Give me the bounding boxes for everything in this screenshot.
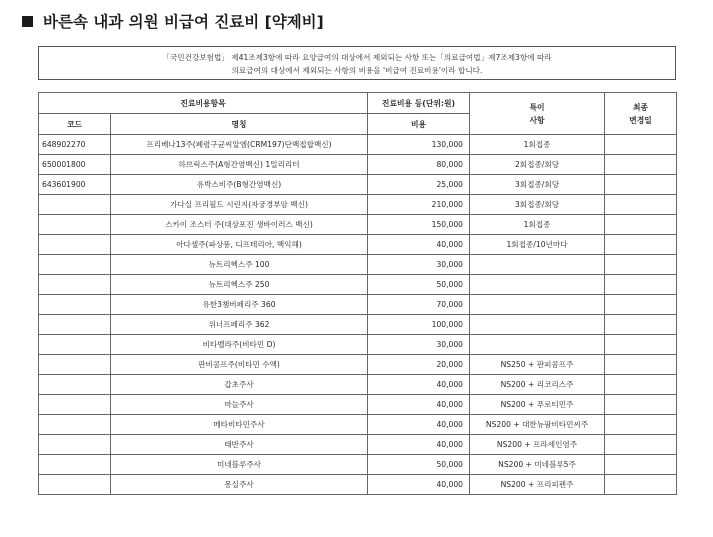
cell-cost: 210,000 bbox=[368, 195, 470, 215]
cell-cost: 40,000 bbox=[368, 475, 470, 495]
header-cost-group: 진료비용 등(단위:원) bbox=[368, 93, 470, 114]
cell-last-changed bbox=[605, 175, 677, 195]
cell-name: 뉴트리헥스주 100 bbox=[111, 255, 368, 275]
cell-special-note: 3회접종/회당 bbox=[470, 195, 605, 215]
cell-cost: 40,000 bbox=[368, 415, 470, 435]
cell-last-changed bbox=[605, 255, 677, 275]
table-row bbox=[39, 275, 677, 295]
cell-last-changed bbox=[605, 195, 677, 215]
cell-name: 뉴트리헥스주 250 bbox=[111, 275, 368, 295]
page-title bbox=[22, 10, 324, 32]
cell-code bbox=[39, 295, 111, 315]
page-title-text: 바른속 내과 의원 비급여 진료비 [약제비] bbox=[43, 13, 324, 31]
cell-cost: 40,000 bbox=[368, 375, 470, 395]
cell-special-note: 1회접종 bbox=[470, 215, 605, 235]
cell-special-note: 3회접종/회당 bbox=[470, 175, 605, 195]
table-row bbox=[39, 135, 677, 155]
cell-special-note: NS200 + 푸로티민주 bbox=[470, 395, 605, 415]
cell-code bbox=[39, 215, 111, 235]
cell-last-changed bbox=[605, 435, 677, 455]
cell-last-changed bbox=[605, 395, 677, 415]
cell-last-changed bbox=[605, 335, 677, 355]
cell-code bbox=[39, 355, 111, 375]
header-code: 코드 bbox=[39, 114, 111, 135]
table-row bbox=[39, 155, 677, 175]
cell-cost: 80,000 bbox=[368, 155, 470, 175]
header-item-group: 진료비용항목 bbox=[39, 93, 368, 114]
header-special-notes: 특이 사항 bbox=[470, 93, 605, 135]
cell-code bbox=[39, 315, 111, 335]
fee-table-body bbox=[39, 135, 677, 495]
cell-cost: 100,000 bbox=[368, 315, 470, 335]
cell-last-changed bbox=[605, 215, 677, 235]
cell-name: 비타벨라주(비타민 D) bbox=[111, 335, 368, 355]
cell-name: 마늘주사 bbox=[111, 395, 368, 415]
cell-code: 650001800 bbox=[39, 155, 111, 175]
cell-name: 태반주사 bbox=[111, 435, 368, 455]
cell-special-note: NS200 + 대한뉴팜비타민씨주 bbox=[470, 415, 605, 435]
table-row bbox=[39, 175, 677, 195]
cell-last-changed bbox=[605, 375, 677, 395]
cell-cost: 150,000 bbox=[368, 215, 470, 235]
cell-code bbox=[39, 235, 111, 255]
cell-code bbox=[39, 195, 111, 215]
notice-line-2: 의료급여의 대상에서 제외되는 사항의 비용을 '비급여 진료비용'이라 합니다. bbox=[231, 66, 483, 75]
cell-special-note bbox=[470, 275, 605, 295]
cell-name: 유박스비주(B형간염백신) bbox=[111, 175, 368, 195]
cell-name: 위너프페리주 362 bbox=[111, 315, 368, 335]
cell-special-note: 2회접종/회당 bbox=[470, 155, 605, 175]
cell-name: 가다실 프리필드 시린지(자궁경부암 백신) bbox=[111, 195, 368, 215]
cell-special-note bbox=[470, 255, 605, 275]
cell-name: 하브릭스주(A형간염백신) 1밀리리터 bbox=[111, 155, 368, 175]
cell-name: 미네블루주사 bbox=[111, 455, 368, 475]
cell-name: 프리베나13주(폐렴구균씨알엠(CRM197)단백접합백신) bbox=[111, 135, 368, 155]
header-last-changed: 최종 변경일 bbox=[605, 93, 677, 135]
table-row bbox=[39, 195, 677, 215]
cell-cost: 40,000 bbox=[368, 435, 470, 455]
cell-cost: 50,000 bbox=[368, 275, 470, 295]
table-row bbox=[39, 315, 677, 335]
table-row bbox=[39, 475, 677, 495]
cell-last-changed bbox=[605, 135, 677, 155]
cell-name: 메타비타민주사 bbox=[111, 415, 368, 435]
cell-cost: 130,000 bbox=[368, 135, 470, 155]
cell-last-changed bbox=[605, 315, 677, 335]
cell-cost: 30,000 bbox=[368, 255, 470, 275]
table-row bbox=[39, 295, 677, 315]
cell-last-changed bbox=[605, 155, 677, 175]
table-row bbox=[39, 435, 677, 455]
cell-code bbox=[39, 255, 111, 275]
cell-cost: 20,000 bbox=[368, 355, 470, 375]
cell-cost: 25,000 bbox=[368, 175, 470, 195]
table-row bbox=[39, 335, 677, 355]
notice-line-1: 「국민건강보험법」 제41조제3항에 따라 요양급여의 대상에서 제외되는 사항 또는「의료급여법」제7조제3항에 따라 bbox=[162, 53, 552, 62]
cell-code bbox=[39, 415, 111, 435]
cell-code bbox=[39, 455, 111, 475]
cell-code: 643601900 bbox=[39, 175, 111, 195]
cell-cost: 50,000 bbox=[368, 455, 470, 475]
square-bullet-icon bbox=[22, 16, 33, 27]
cell-cost: 70,000 bbox=[368, 295, 470, 315]
cell-name: 몽실주사 bbox=[111, 475, 368, 495]
cell-special-note: 1회접종/10년마다 bbox=[470, 235, 605, 255]
cell-code bbox=[39, 475, 111, 495]
cell-last-changed bbox=[605, 475, 677, 495]
cell-name: 판비콤프주(비타민 수액) bbox=[111, 355, 368, 375]
cell-special-note: NS200 + 미네블루5주 bbox=[470, 455, 605, 475]
notice-box bbox=[38, 46, 676, 80]
table-row bbox=[39, 415, 677, 435]
cell-last-changed bbox=[605, 455, 677, 475]
cell-name: 스카이 조스터 주(대상포진 생바이러스 백신) bbox=[111, 215, 368, 235]
cell-code bbox=[39, 335, 111, 355]
table-row bbox=[39, 355, 677, 375]
cell-special-note: NS200 + 리코리스주 bbox=[470, 375, 605, 395]
cell-code bbox=[39, 275, 111, 295]
cell-last-changed bbox=[605, 355, 677, 375]
table-row bbox=[39, 235, 677, 255]
cell-last-changed bbox=[605, 415, 677, 435]
cell-special-note: NS200 + 프라세인염주 bbox=[470, 435, 605, 455]
cell-code bbox=[39, 435, 111, 455]
table-row bbox=[39, 375, 677, 395]
table-row bbox=[39, 215, 677, 235]
cell-special-note bbox=[470, 335, 605, 355]
cell-last-changed bbox=[605, 275, 677, 295]
cell-special-note: 1회접종 bbox=[470, 135, 605, 155]
cell-name: 유한3챔버페리주 360 bbox=[111, 295, 368, 315]
header-cost: 비용 bbox=[368, 114, 470, 135]
cell-cost: 30,000 bbox=[368, 335, 470, 355]
cell-special-note: NS200 + 프리피펜주 bbox=[470, 475, 605, 495]
cell-cost: 40,000 bbox=[368, 235, 470, 255]
cell-code: 648902270 bbox=[39, 135, 111, 155]
cell-code bbox=[39, 375, 111, 395]
cell-last-changed bbox=[605, 295, 677, 315]
table-row bbox=[39, 455, 677, 475]
cell-code bbox=[39, 395, 111, 415]
cell-special-note: NS250 + 판피콤프주 bbox=[470, 355, 605, 375]
cell-special-note bbox=[470, 295, 605, 315]
table-row bbox=[39, 395, 677, 415]
fee-table bbox=[38, 92, 677, 495]
table-row bbox=[39, 255, 677, 275]
cell-name: 아다셀주(파상풍, 디프테리아, 백익해) bbox=[111, 235, 368, 255]
cell-name: 갑초주사 bbox=[111, 375, 368, 395]
cell-cost: 40,000 bbox=[368, 395, 470, 415]
header-name: 명칭 bbox=[111, 114, 368, 135]
cell-special-note bbox=[470, 315, 605, 335]
cell-last-changed bbox=[605, 235, 677, 255]
